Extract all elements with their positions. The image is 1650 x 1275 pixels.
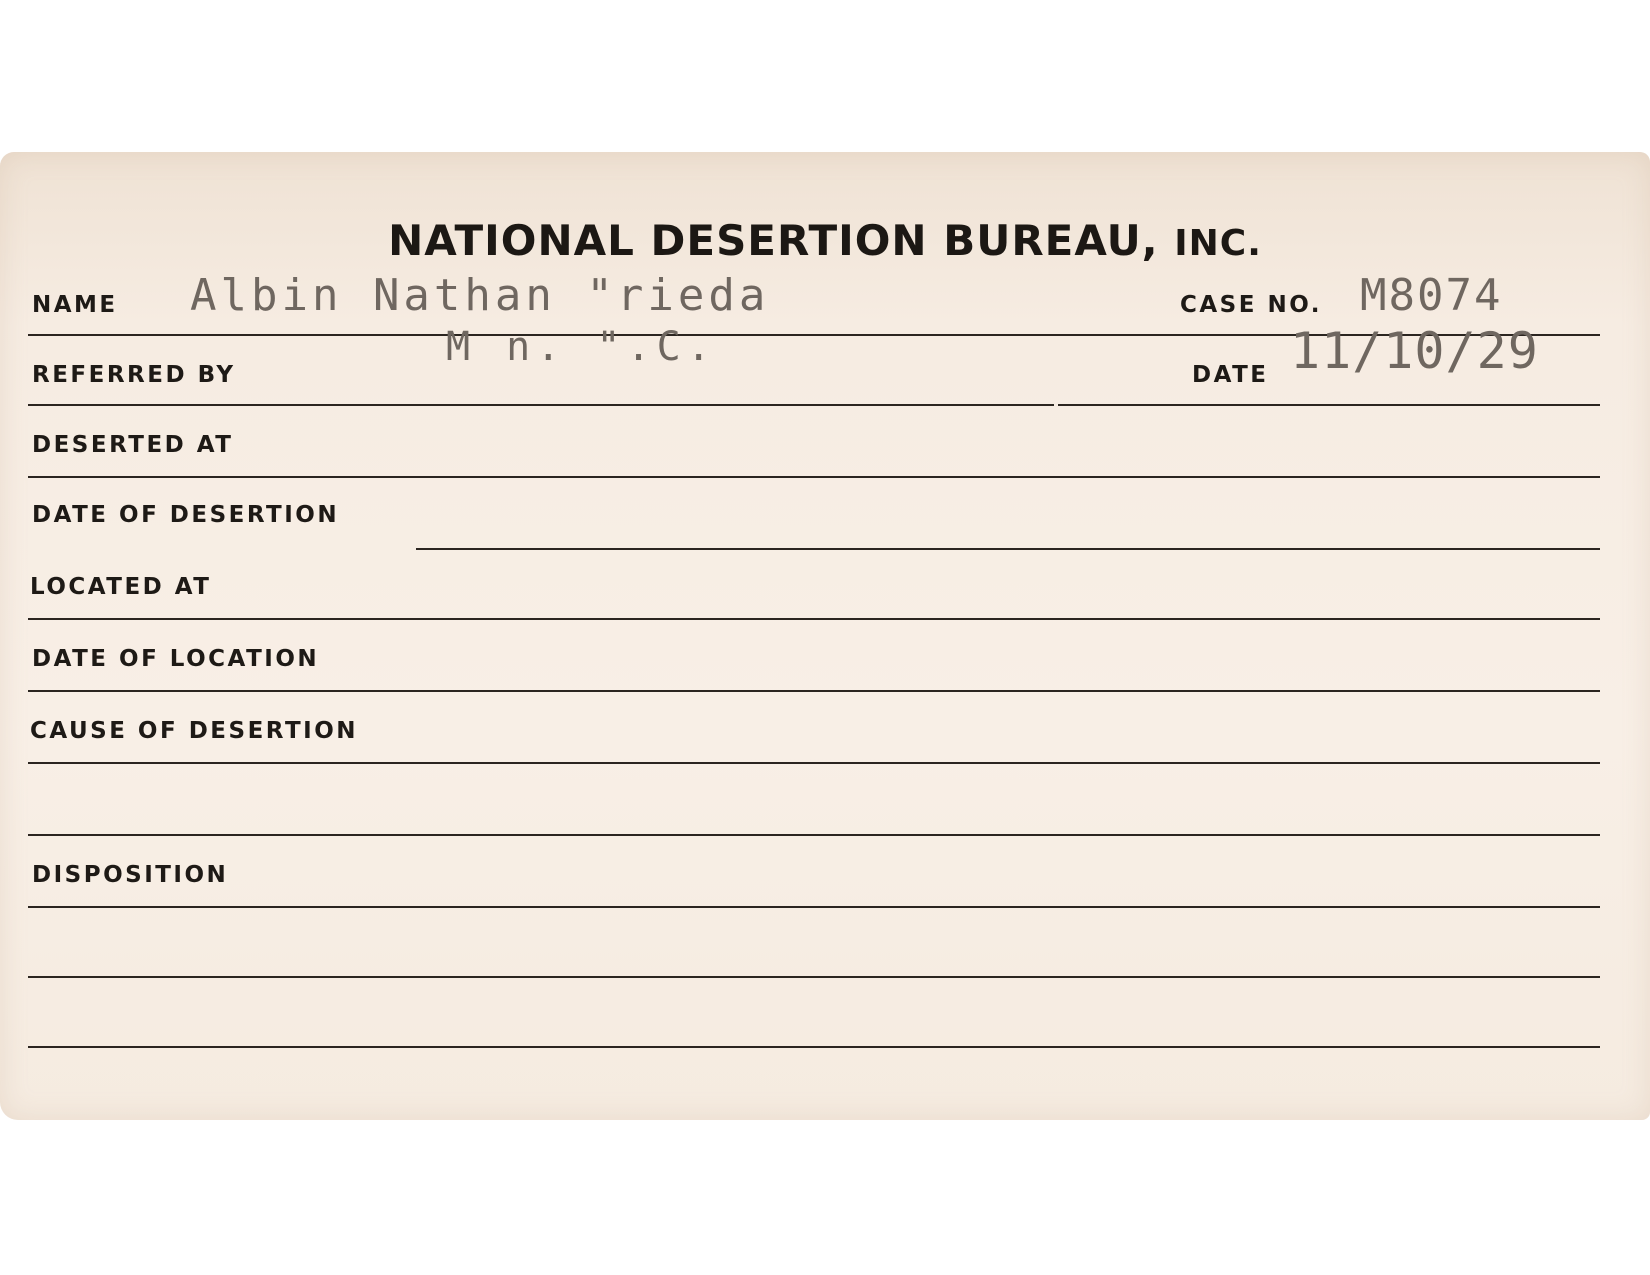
date-value: 11/10/29 bbox=[1290, 322, 1539, 380]
date-of-desertion-line bbox=[416, 548, 1600, 550]
case-no-label: CASE NO. bbox=[1180, 292, 1322, 318]
referred-by-line bbox=[28, 404, 1054, 406]
date-label: DATE bbox=[1192, 362, 1269, 388]
located-at-line bbox=[28, 618, 1600, 620]
cause-of-desertion-line bbox=[28, 762, 1600, 764]
name-value: Albin Nathan "rieda bbox=[190, 270, 770, 321]
name-label: NAME bbox=[32, 292, 118, 318]
located-at-label: LOCATED AT bbox=[30, 574, 212, 600]
cause-of-desertion-label: CAUSE OF DESERTION bbox=[30, 718, 359, 744]
disposition-line-3 bbox=[28, 1046, 1600, 1048]
case-no-value: M8074 bbox=[1360, 270, 1503, 321]
card-title bbox=[0, 216, 1650, 265]
date-of-location-line bbox=[28, 690, 1600, 692]
referred-by-value: M n. ".C. bbox=[446, 324, 717, 370]
title-suffix: INC. bbox=[1174, 223, 1262, 264]
referred-by-label: REFERRED BY bbox=[32, 362, 236, 388]
date-of-location-label: DATE OF LOCATION bbox=[32, 646, 320, 672]
disposition-line-2 bbox=[28, 976, 1600, 978]
deserted-at-line bbox=[28, 476, 1600, 478]
cause-of-desertion-line-2 bbox=[28, 834, 1600, 836]
deserted-at-label: DESERTED AT bbox=[32, 432, 234, 458]
title-main: NATIONAL DESERTION BUREAU, bbox=[388, 216, 1159, 265]
disposition-label: DISPOSITION bbox=[32, 862, 229, 888]
date-line bbox=[1058, 404, 1600, 406]
disposition-line bbox=[28, 906, 1600, 908]
date-of-desertion-label: DATE OF DESERTION bbox=[32, 502, 340, 528]
index-card bbox=[0, 152, 1650, 1120]
